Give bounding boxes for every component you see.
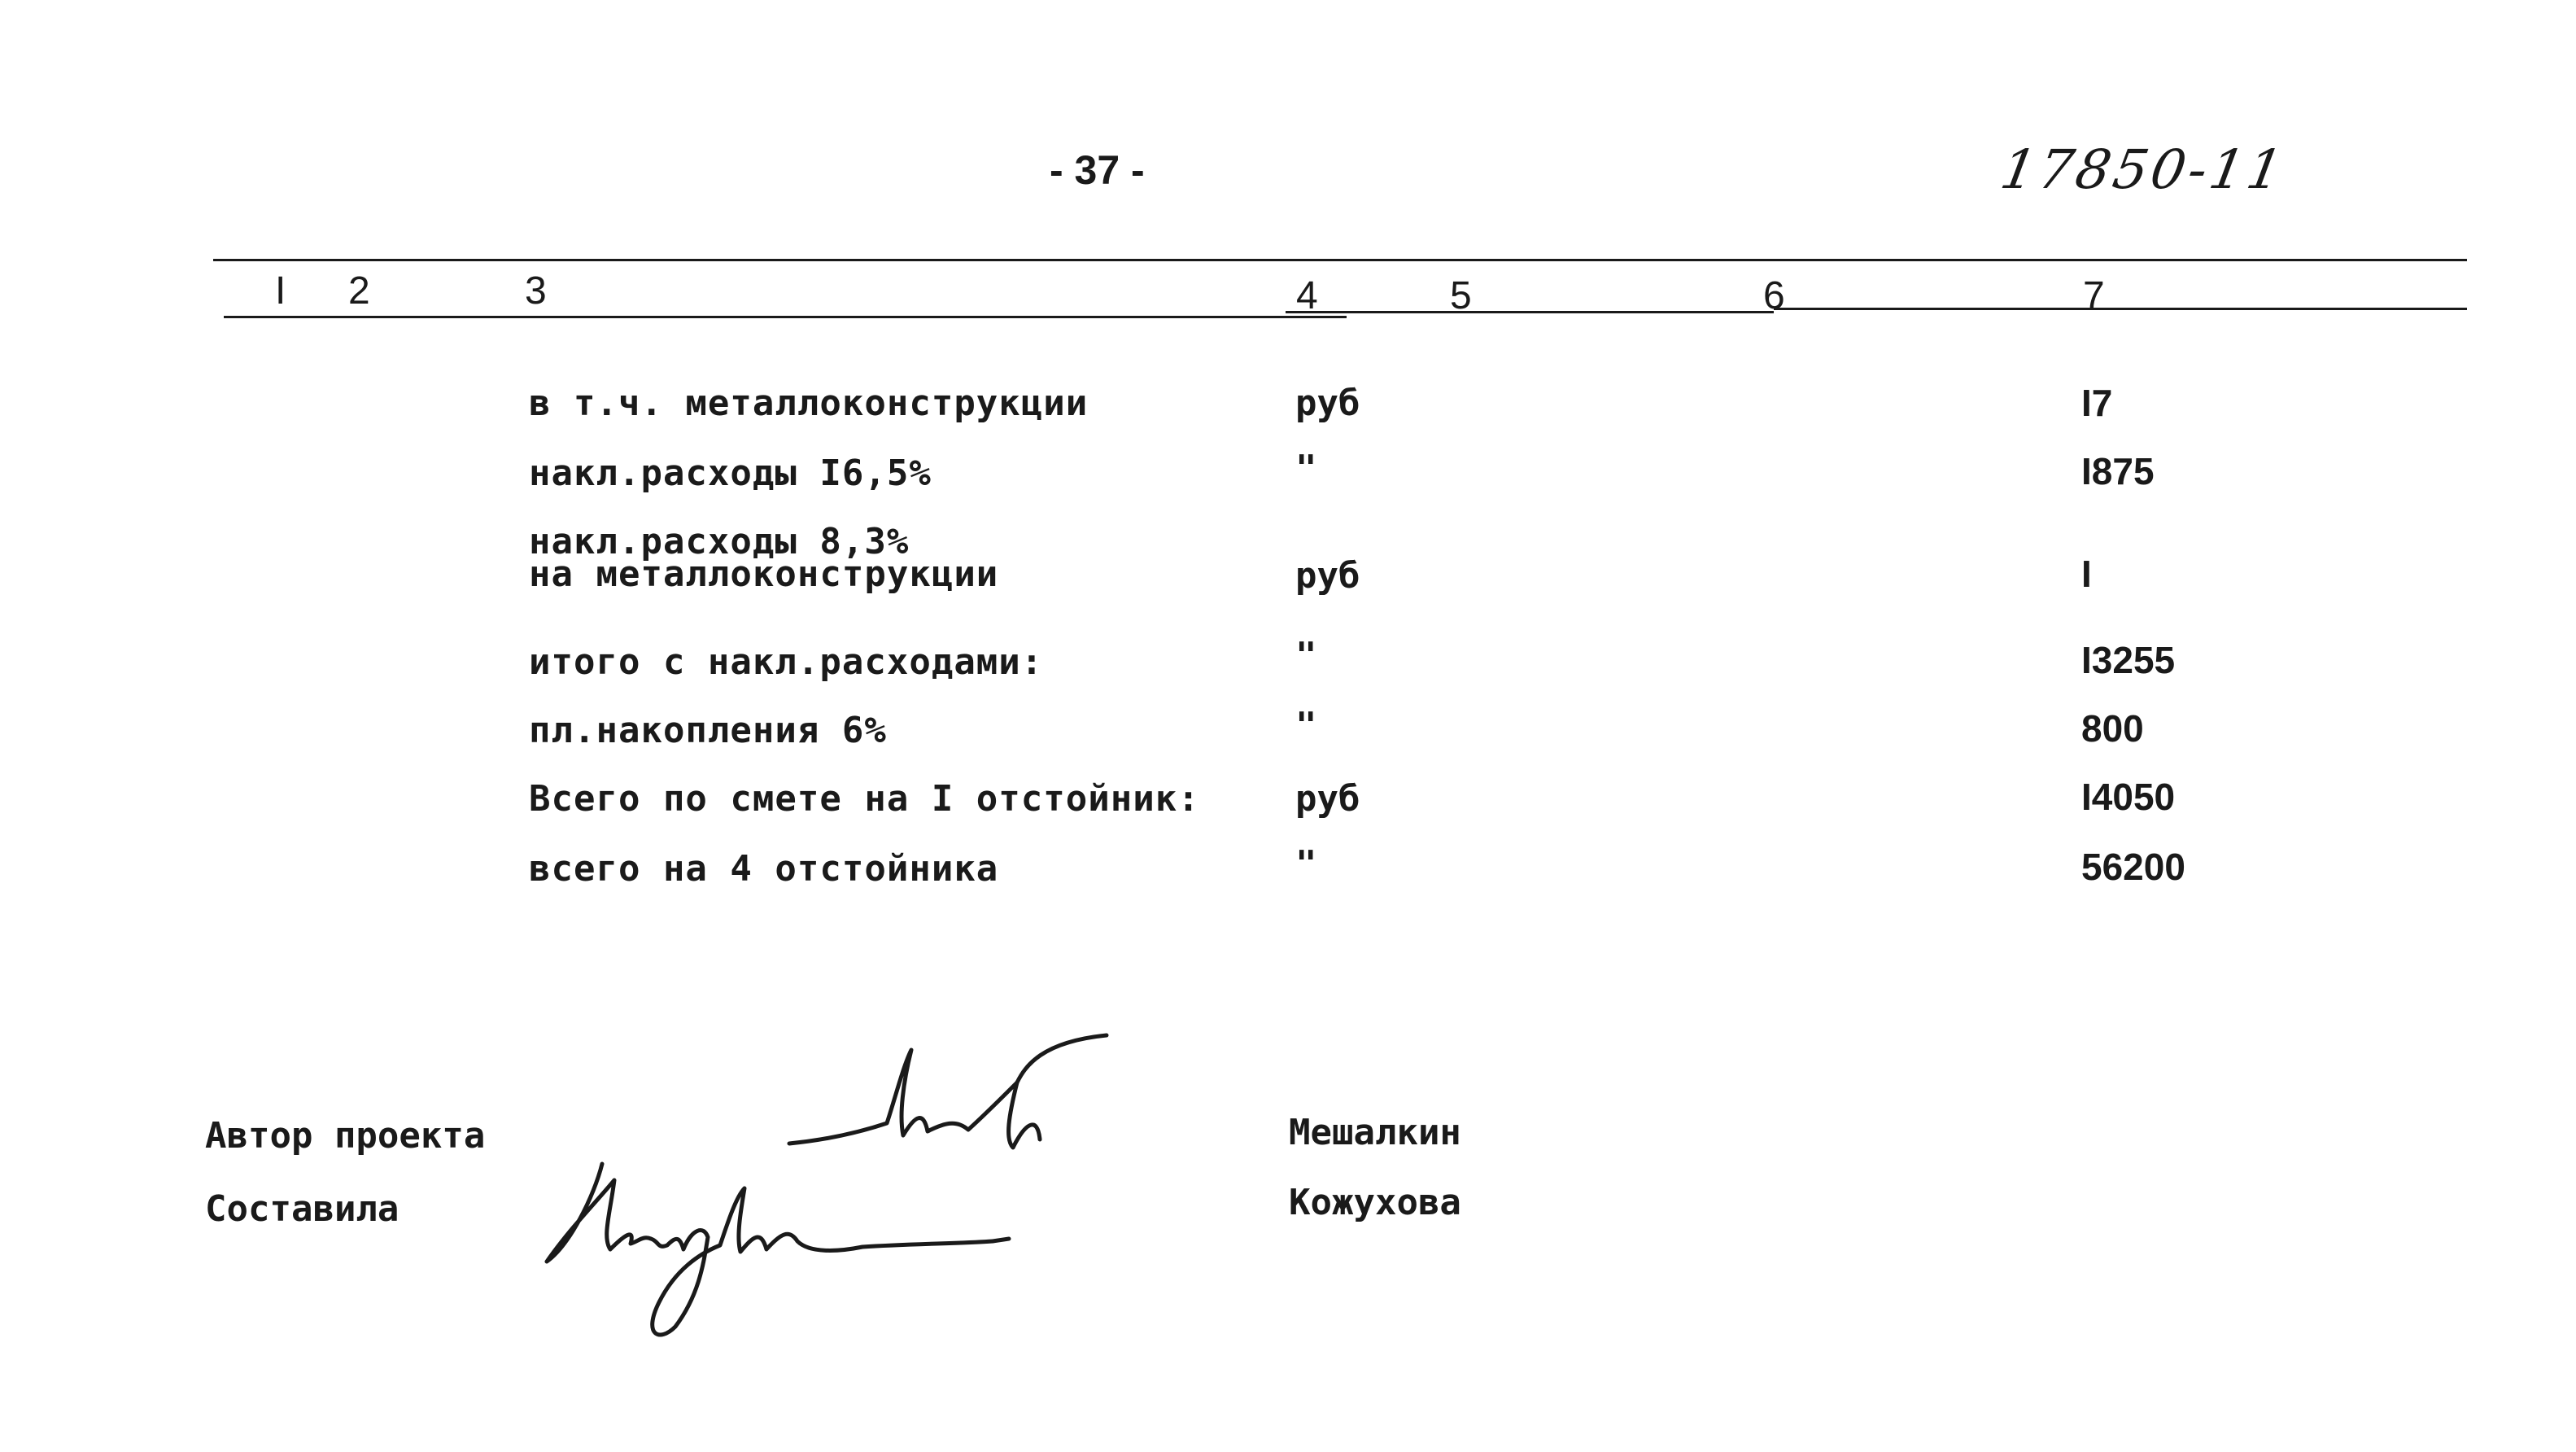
row-value: I xyxy=(2081,553,2092,595)
row-unit: " xyxy=(1295,448,1317,489)
row-value: I875 xyxy=(2081,450,2155,492)
row-value: I7 xyxy=(2081,382,2113,424)
row-unit: руб xyxy=(1295,383,1360,424)
row-value: 800 xyxy=(2081,707,2144,750)
header-bottom-rule-mid xyxy=(1286,311,1774,313)
row-description: в т.ч. металлоконструкции xyxy=(529,383,1089,424)
row-description: итого с накл.расходами: xyxy=(529,641,1044,683)
row-unit: " xyxy=(1295,843,1317,885)
author-label: Автор проекта xyxy=(205,1115,486,1157)
header-top-rule xyxy=(213,259,2467,261)
row-unit: " xyxy=(1295,635,1317,676)
row-description: накл.расходы I6,5% xyxy=(529,453,932,494)
author-name: Мешалкин xyxy=(1289,1112,1461,1153)
row-value: I3255 xyxy=(2081,639,2176,681)
column-number-4: 4 xyxy=(1296,274,1318,317)
page-number: - 37 - xyxy=(1050,147,1145,193)
row-value: 56200 xyxy=(2081,846,2185,888)
row-description: всего на 4 отстойника xyxy=(529,848,999,890)
document-code: 17850-11 xyxy=(1996,138,2291,201)
column-number-5: 5 xyxy=(1450,274,1472,317)
compiler-signature xyxy=(537,1148,1025,1343)
column-number-3: 3 xyxy=(525,269,547,313)
column-number-1: I xyxy=(275,269,286,313)
row-description-line2: на металлоконструкции xyxy=(529,553,999,595)
row-unit: " xyxy=(1295,705,1317,746)
column-number-2: 2 xyxy=(348,269,370,313)
header-bottom-rule-right xyxy=(1774,308,2467,310)
row-value: I4050 xyxy=(2081,776,2176,818)
row-description: Всего по смете на I отстойник: xyxy=(529,778,1200,820)
header-bottom-rule-left xyxy=(224,316,1347,318)
compiler-label: Составила xyxy=(205,1188,399,1230)
row-description: пл.накопления 6% xyxy=(529,710,887,751)
column-number-6: 6 xyxy=(1763,274,1785,317)
row-description-line1: накл.расходы 8,3% xyxy=(529,521,910,562)
row-unit: руб xyxy=(1295,778,1360,820)
compiler-name: Кожухова xyxy=(1289,1182,1461,1223)
row-unit: руб xyxy=(1295,555,1360,597)
column-number-7: 7 xyxy=(2083,274,2105,317)
